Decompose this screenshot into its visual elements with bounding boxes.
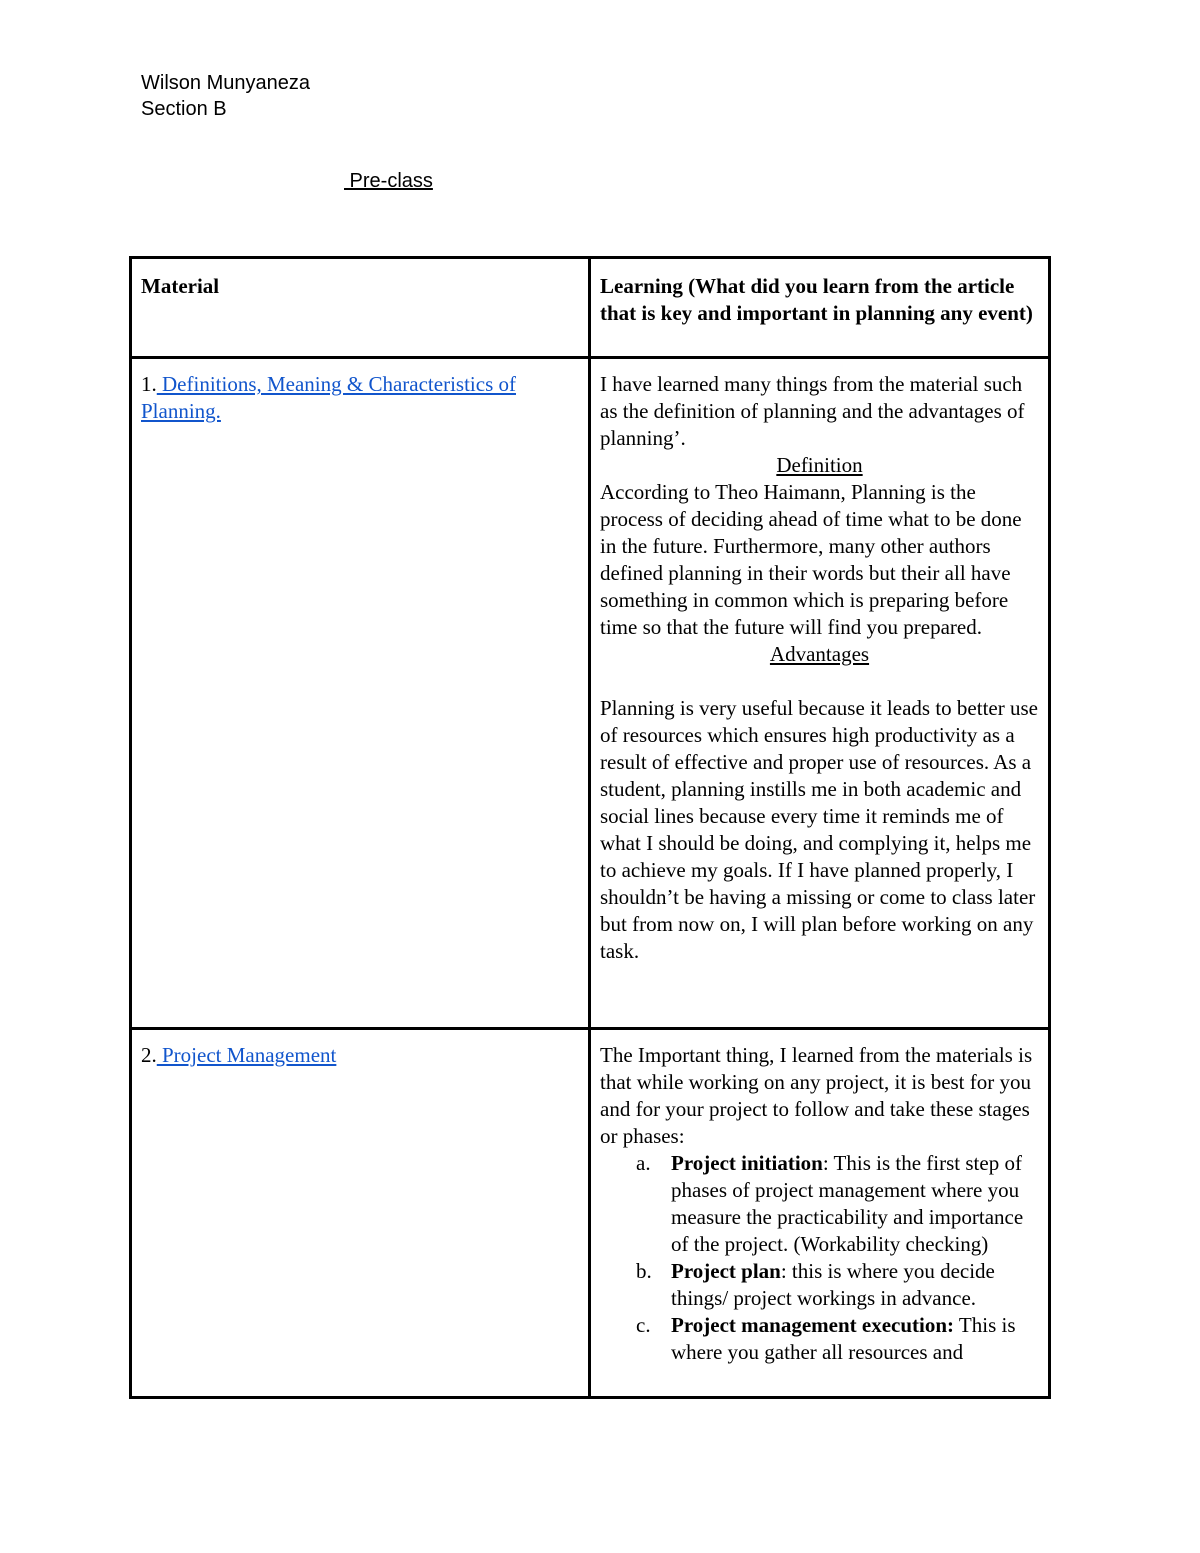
learning-table	[129, 256, 1051, 1399]
material-column-header: Material	[131, 258, 590, 358]
definition-heading: Definition	[776, 453, 863, 477]
project-management-link[interactable]: Project Management	[156, 1043, 337, 1067]
section-label: Section B	[141, 98, 227, 120]
phase-title: Project management execution:	[671, 1313, 955, 1337]
list-item	[636, 1258, 1039, 1312]
material-cell	[131, 358, 590, 1029]
phases-list	[600, 1150, 1039, 1366]
learning-column-header: Learning (What did you learn from the article that is key and important in planning any event)	[590, 258, 1050, 358]
learning-intro: The Important thing, I learned from the materials is that while working on any project, it is best for you and for your project to follow and take these stages or phases:	[600, 1043, 1033, 1148]
row-number: 1.	[141, 372, 157, 396]
phase-text: : This is the first step of phases of project management where you measure the practicability and importance of the project. (Workability checking)	[671, 1151, 1024, 1256]
list-item	[636, 1312, 1039, 1366]
planning-material-link[interactable]: Definitions, Meaning & Characteristics of Planning.	[141, 372, 516, 423]
table-header-row	[131, 258, 1050, 358]
table-row	[131, 358, 1050, 1029]
spacer	[600, 668, 1039, 695]
document-header	[141, 70, 310, 122]
phase-text: : this is where you decide things/ project workings in advance.	[671, 1259, 995, 1310]
list-marker: a.	[636, 1151, 651, 1175]
advantages-heading: Advantages	[769, 642, 870, 666]
phase-title: Project initiation	[671, 1151, 823, 1175]
definition-text: According to Theo Haimann, Planning is the process of deciding ahead of time what to be done in the future. Furthermore, many other authors defined planning in their words but their all have something in common which is preparing before time so that the future will find you prepared.	[600, 480, 1022, 639]
learning-cell	[590, 1029, 1050, 1398]
phase-text: This is where you gather all resources and	[671, 1313, 1016, 1364]
learning-intro: I have learned many things from the material such as the definition of planning and the advantages of planning’.	[600, 372, 1025, 450]
material-cell	[131, 1029, 590, 1398]
page-title: Pre-class	[344, 170, 433, 192]
learning-cell	[590, 358, 1050, 1029]
list-marker: c.	[636, 1313, 651, 1337]
list-item	[636, 1150, 1039, 1258]
row-number: 2.	[141, 1043, 157, 1067]
author-name: Wilson Munyaneza	[141, 72, 310, 94]
advantages-text: Planning is very useful because it leads to better use of resources which ensures high productivity as a result of effective and proper use of resources. As a student, planning instills me in both academic and social lines because every time it reminds me of what I should be doing, and complying it, helps me to achieve my goals. If I have planned properly, I shouldn’t be having a missing or come to class later but from now on, I will plan before working on any task.	[600, 696, 1038, 963]
list-marker: b.	[636, 1259, 652, 1283]
phase-title: Project plan	[671, 1259, 781, 1283]
table-row	[131, 1029, 1050, 1398]
